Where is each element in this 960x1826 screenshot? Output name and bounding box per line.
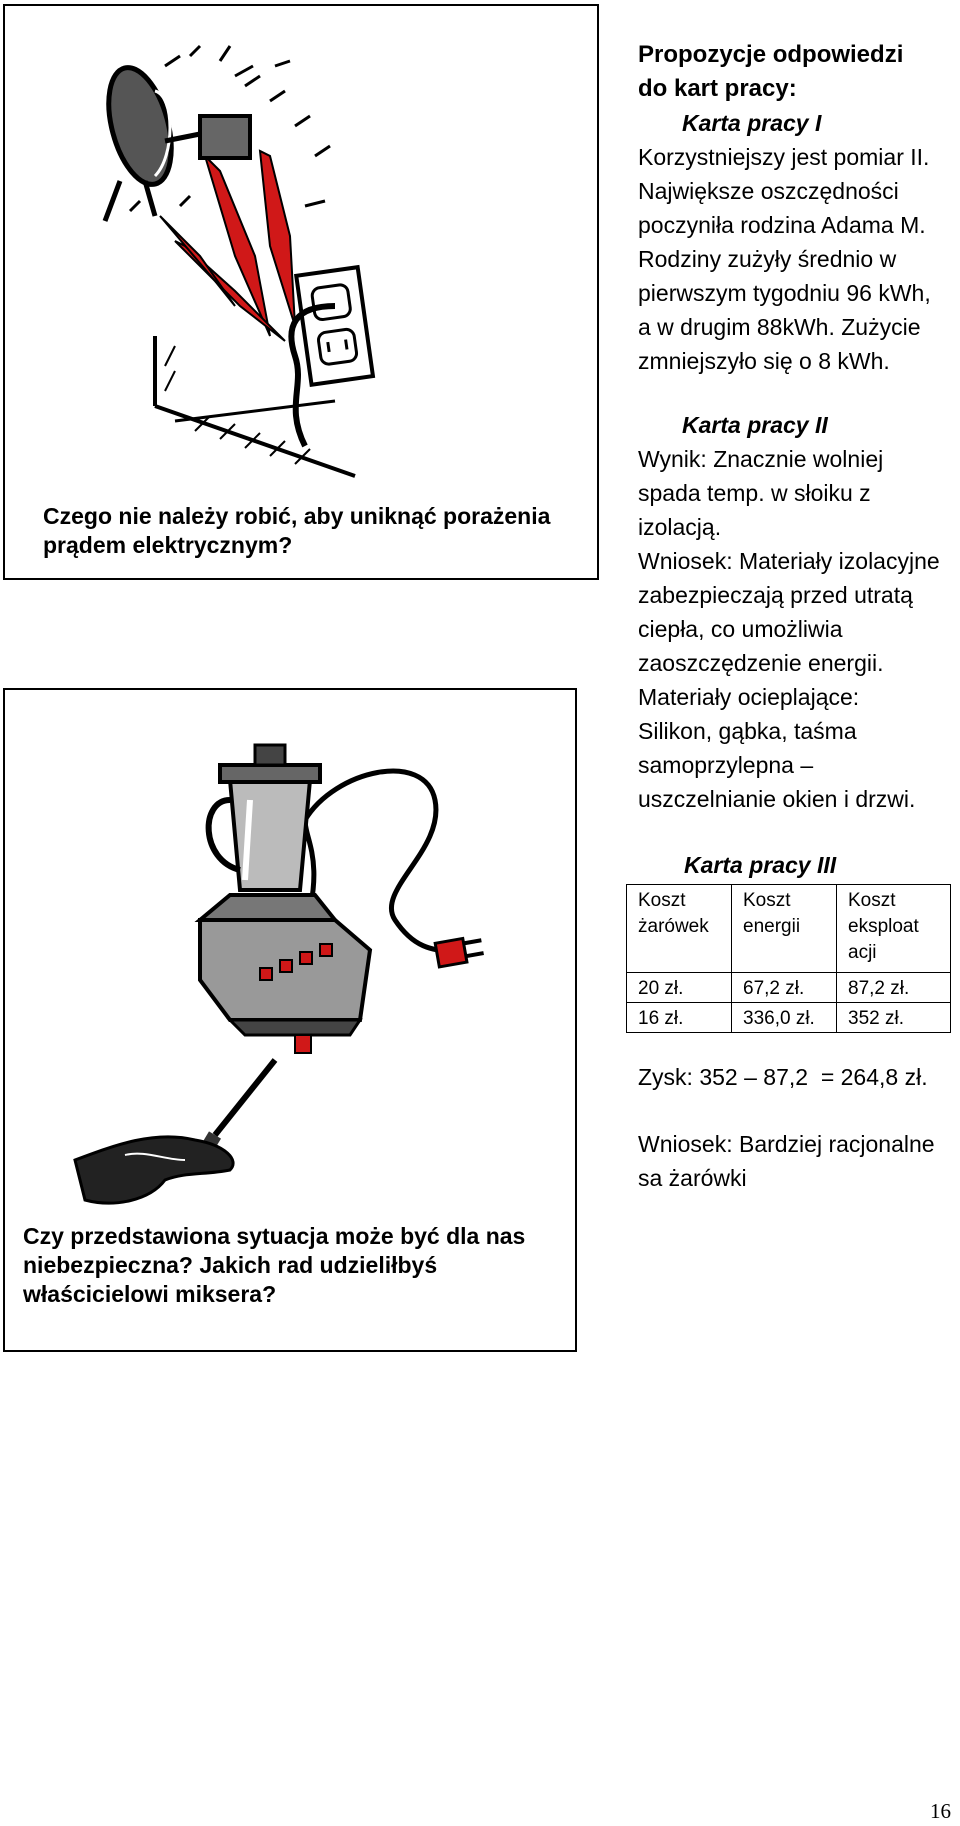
card-2-line: Wniosek: Materiały izolacyjne (638, 548, 940, 574)
card-2-line: spada temp. w słoiku z (638, 480, 871, 506)
card-3-conclusion (638, 1127, 935, 1195)
card-2-question: Czy przedstawiona sytuacja może być dla nas niebezpieczna? Jakich rad udzieliłbyś właścicielowi miksera? (23, 1223, 526, 1307)
question-card-2 (3, 688, 577, 1352)
card-1-line: zmniejszyło się o 8 kWh. (638, 348, 890, 374)
card-1-line: poczyniła rodzina Adama M. (638, 212, 926, 238)
card-2-line: zabezpieczają przed utratą (638, 582, 913, 608)
conclusion-line: Wniosek: Bardziej racjonalne (638, 1131, 935, 1157)
card-1-line: Największe oszczędności (638, 178, 899, 204)
card-1-line: Rodziny zużyły średnio w (638, 246, 897, 272)
profit-text: Zysk: 352 – 87,2 = 264,8 zł. (638, 1064, 928, 1090)
card-3-title: Karta pracy III (684, 852, 837, 878)
table-header-cell: Koszt żarówek (627, 885, 732, 973)
conclusion-line: sa żarówki (638, 1165, 747, 1191)
card-2-line: Wynik: Znacznie wolniej (638, 446, 884, 472)
card-1-line: Korzystniejszy jest pomiar II. (638, 144, 930, 170)
table-cell: 87,2 zł. (837, 973, 951, 1003)
card-2-line: zaoszczędzenie energii. (638, 650, 884, 676)
table-row (627, 973, 951, 1003)
table-header-row (627, 885, 951, 973)
card-2-line: samoprzylepna – (638, 752, 814, 778)
card-1-line: pierwszym tygodniu 96 kWh, (638, 280, 931, 306)
card-2-line: ciepła, co umożliwia (638, 616, 843, 642)
card-2-line: Silikon, gąbka, taśma (638, 718, 857, 744)
question-card-1 (3, 4, 599, 580)
table-cell: 336,0 zł. (732, 1003, 837, 1033)
cost-table (626, 884, 951, 1033)
card-2-line: izolacją. (638, 514, 722, 540)
card-2-title: Karta pracy II (682, 412, 828, 438)
card-1-question: Czego nie należy robić, aby uniknąć porażenia prądem elektrycznym? (43, 503, 551, 558)
table-header-cell: Koszt eksploat acji (837, 885, 951, 973)
table-header-cell: Koszt energii (732, 885, 837, 973)
card-1-title: Karta pracy I (682, 110, 822, 136)
electric-shock-outlet-icon (5, 6, 597, 486)
table-cell: 67,2 zł. (732, 973, 837, 1003)
answers-heading-2: do kart pracy: (638, 75, 797, 102)
answers-column (638, 38, 960, 882)
card-2-line: uszczelnianie okien i drzwi. (638, 786, 916, 812)
card-2-line: Materiały ocieplające: (638, 684, 860, 710)
answers-heading-1: Propozycje odpowiedzi (638, 41, 904, 68)
table-cell: 16 zł. (627, 1003, 732, 1033)
table-row (627, 1003, 951, 1033)
table-cell: 20 zł. (627, 973, 732, 1003)
blender-screwdriver-icon (5, 690, 575, 1210)
page-number: 16 (930, 1799, 951, 1823)
card-1-line: a w drugim 88kWh. Zużycie (638, 314, 921, 340)
table-cell: 352 zł. (837, 1003, 951, 1033)
